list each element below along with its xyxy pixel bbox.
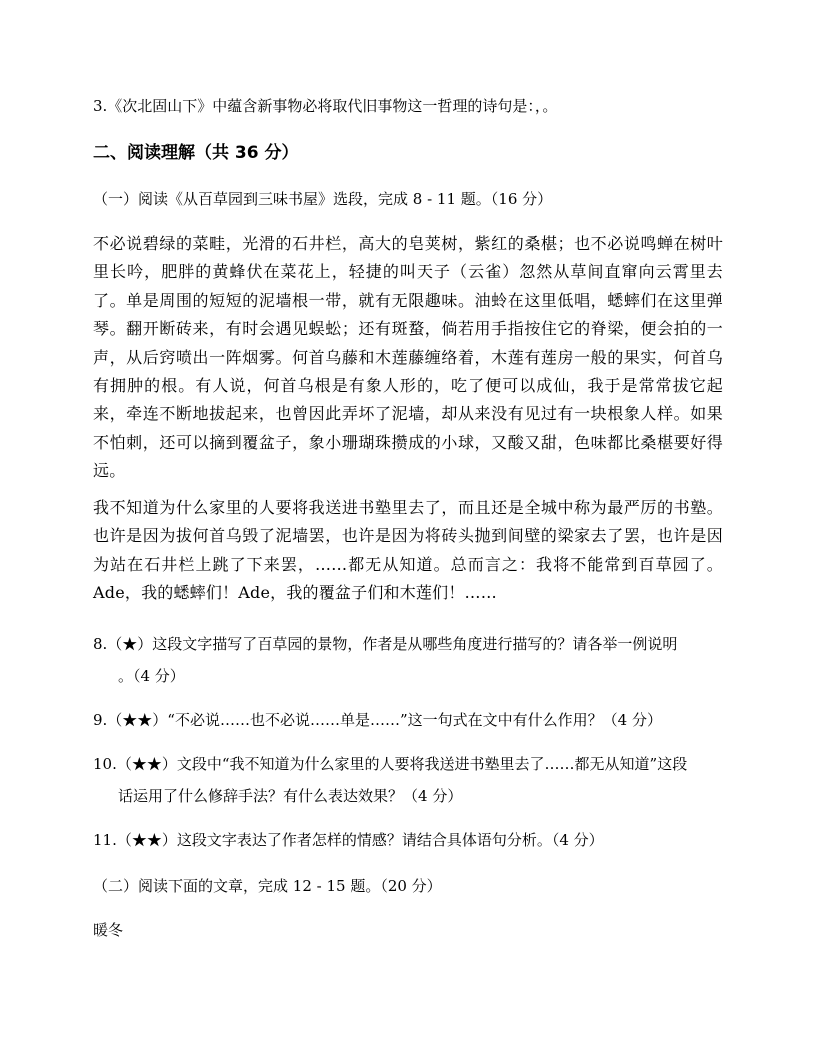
question-8-continued: 。（4 分）	[118, 667, 185, 685]
question-3: 3.《次北固山下》中蕴含新事物必将取代旧事物这一哲理的诗句是：，。	[93, 97, 558, 115]
question-10: 10.（★★）文段中“我不知道为什么家里的人要将我送进书塾里去了……都无从知道”这段	[93, 755, 688, 773]
passage-paragraph-2: 我不知道为什么家里的人要将我送进书塾里去了，而且还是全城中称为最严厉的书塾。也许是因为拔何首乌毁了泥墙罢，也许是因为将砖头抛到间壁的梁家去了罢，也许是因为站在石井栏上跳了下来罢，……都无从知道。总而言之：我将不能常到百草园了。Ade，我的蟋蟀们！Ade，我的覆盆子们和木莲们！……	[93, 498, 723, 603]
section-2-heading: 二、阅读理解（共 36 分）	[93, 143, 299, 163]
subsection-1-instruction: （一）阅读《从百草园到三味书屋》选段，完成 8 - 11 题。（16 分）	[93, 190, 553, 208]
article-title: 暖冬	[93, 921, 124, 939]
subsection-2-instruction: （二）阅读下面的文章，完成 12 - 15 题。（20 分）	[93, 877, 442, 895]
question-11: 11.（★★）这段文字表达了作者怎样的情感？请结合具体语句分析。（4 分）	[93, 831, 604, 849]
question-9: 9.（★★）“不必说……也不必说……单是……”这一句式在文中有什么作用？（4 分）	[93, 711, 662, 729]
question-10-continued: 话运用了什么修辞手法？有什么表达效果？（4 分）	[118, 787, 463, 805]
passage-paragraph-1: 不必说碧绿的菜畦，光滑的石井栏，高大的皂荚树，紫红的桑椹；也不必说鸣蝉在树叶里长吟，肥胖的黄蜂伏在菜花上，轻捷的叫天子（云雀）忽然从草间直窜向云霄里去了。单是周围的短短的泥墙根一带，就有无限趣味。油蛉在这里低唱，蟋蟀们在这里弹琴。翻开断砖来，有时会遇见蜈蚣；还有斑蝥，倘若用手指按住它的脊梁，便会拍的一声，从后窍喷出一阵烟雾。何首乌藤和木莲藤缠络着，木莲有莲房一般的果实，何首乌有拥肿的根。有人说，何首乌根是有象人形的，吃了便可以成仙，我于是常常拔它起来，牵连不断地拔起来，也曾因此弄坏了泥墙，却从来没有见过有一块根象人样。如果不怕刺，还可以摘到覆盆子，象小珊瑚珠攒成的小球，又酸又甜，色味都比桑椹要好得远。	[93, 234, 723, 481]
question-8: 8.（★）这段文字描写了百草园的景物，作者是从哪些角度进行描写的？请各举一例说明	[93, 635, 678, 653]
